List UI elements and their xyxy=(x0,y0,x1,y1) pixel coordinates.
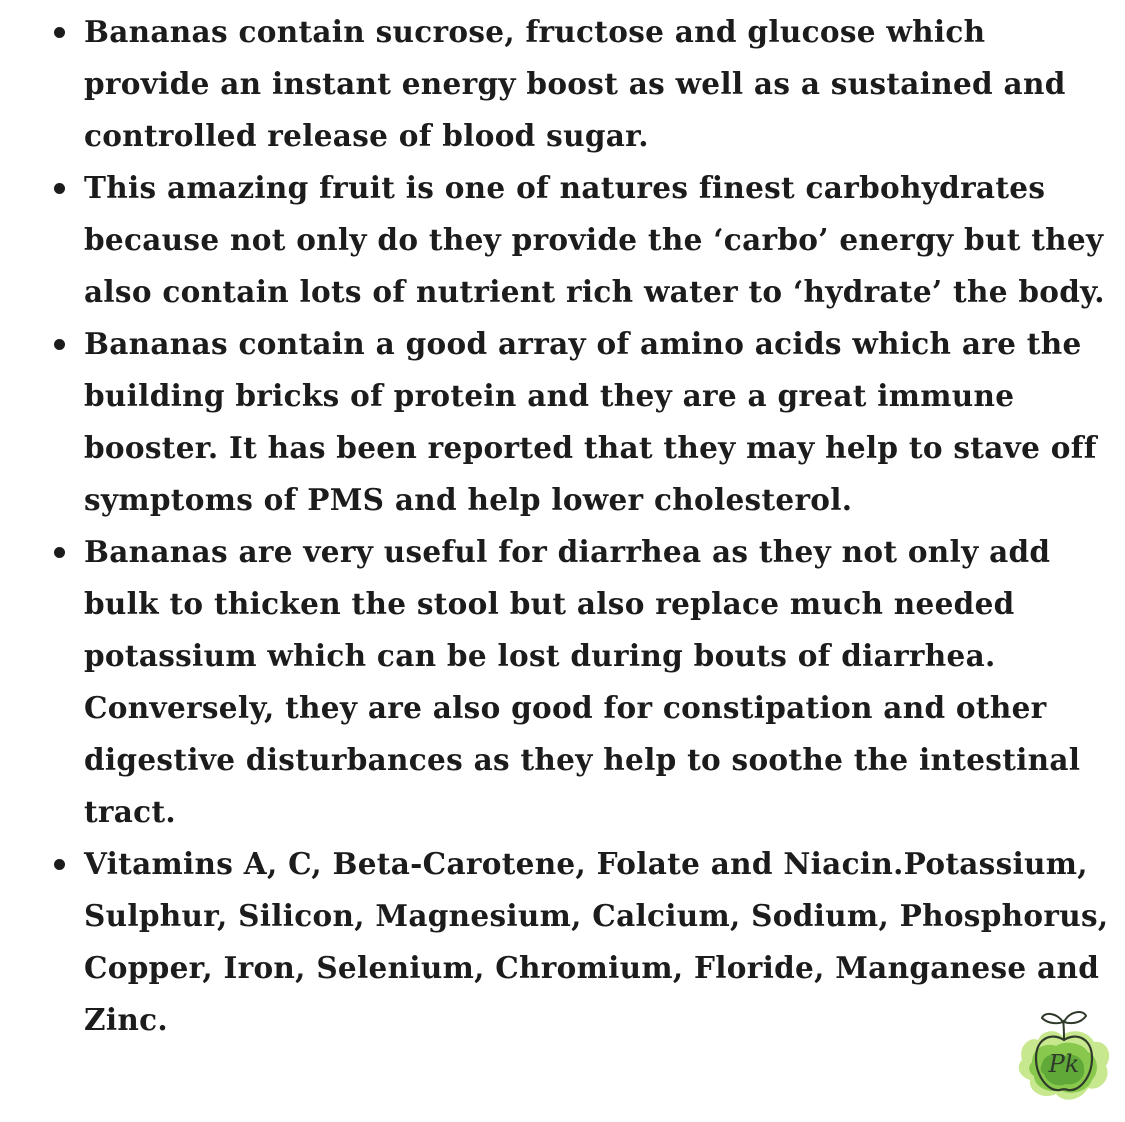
list-item xyxy=(40,6,1110,162)
list-item xyxy=(40,162,1110,318)
list-item-text: Vitamins A, C, Beta-Carotene, Folate and Niacin.Potassium, Sulphur, Silicon, Magnesium, Calcium, Sodium, Phosphorus, Copper, Iron, Selenium, Chromium, Floride, Manganese and Zinc. xyxy=(84,846,1109,1037)
apple-sprout-logo-icon xyxy=(1008,1000,1120,1112)
bullet-icon xyxy=(54,339,65,350)
list-item xyxy=(40,526,1110,838)
bullet-icon xyxy=(54,27,65,38)
facts-list xyxy=(40,6,1110,1046)
bullet-icon xyxy=(54,547,65,558)
bullet-icon xyxy=(54,183,65,194)
list-item-text: This amazing fruit is one of natures finest carbohydrates because not only do they provide the ‘carbo’ energy but they also contain lots of nutrient rich water to ‘hydrate’ the body. xyxy=(84,170,1105,309)
logo-initials: Pk xyxy=(1048,1050,1080,1078)
list-item xyxy=(40,838,1110,1046)
list-item xyxy=(40,318,1110,526)
list-item-text: Bananas are very useful for diarrhea as they not only add bulk to thicken the stool but also replace much needed potassium which can be lost during bouts of diarrhea. Conversely, they are also good for constipation and other digestive disturbances as they help to soothe the intestinal tract. xyxy=(84,534,1081,829)
bullet-icon xyxy=(54,859,65,870)
list-item-text: Bananas contain a good array of amino acids which are the building bricks of protein and they are a great immune booster. It has been reported that they may help to stave off symptoms of PMS and help lower cholesterol. xyxy=(84,326,1097,517)
list-item-text: Bananas contain sucrose, fructose and glucose which provide an instant energy boost as well as a sustained and controlled release of blood sugar. xyxy=(84,14,1066,153)
